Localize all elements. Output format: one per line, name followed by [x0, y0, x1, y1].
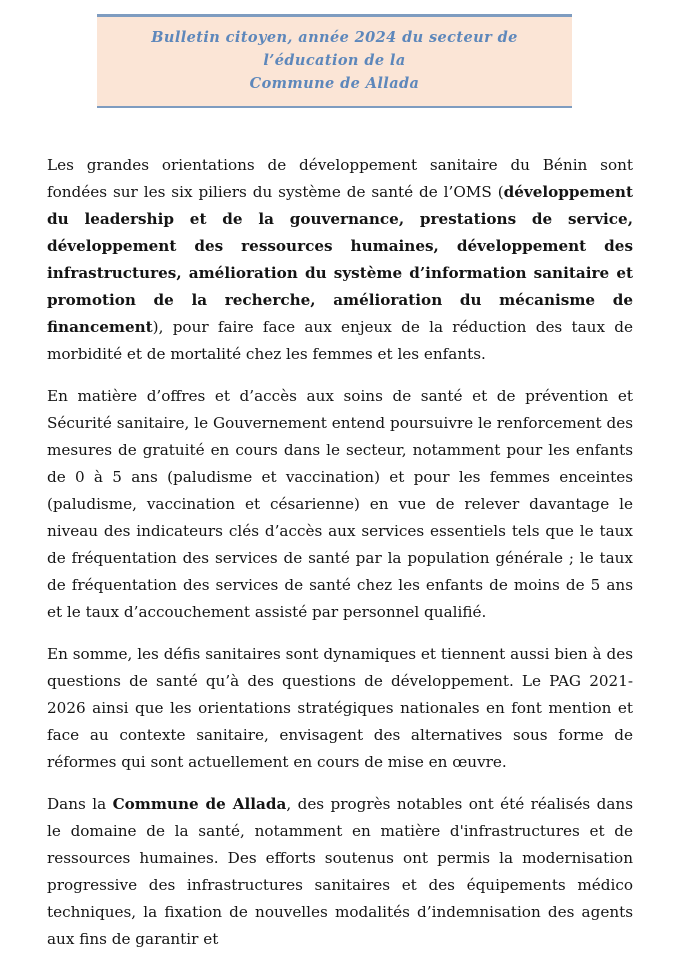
paragraph [47, 791, 633, 953]
paragraph-run-bold: Commune de Allada [112, 795, 287, 813]
title-banner [97, 14, 572, 108]
paragraph-run: Les grandes orientations de développement sanitaire du Bénin sont fondées sur les six piliers du système de santé de l’OMS ( [47, 156, 633, 201]
paragraph [47, 383, 633, 626]
paragraph-run-bold: développement du leadership et de la gouvernance, prestations de service, développement des ressources humaines, développement des infrastructures, amélioration du système d’information sanitaire et promotion de la recherche, amélioration du mécanisme de financement [47, 183, 633, 336]
paragraph [47, 641, 633, 776]
paragraph-run: , des progrès notables ont été réalisés dans le domaine de la santé, notamment en matière d'infrastructures et de ressources humaines. Des efforts soutenus ont permis la modernisation progressive des infrastructures sanitaires et des équipements médico techniques, la fixation de nouvelles modalités d’indemnisation des agents aux fins de garantir et [47, 795, 634, 948]
paragraph-run: Dans la [47, 795, 113, 813]
paragraph [47, 152, 633, 368]
document-title-line-2: Commune de Allada [249, 75, 420, 92]
paragraph-run: En matière d’offres et d’accès aux soins de santé et de prévention et Sécurité sanitaire, le Gouvernement entend poursuivre le renforcement des mesures de gratuité en cours dans le secteur, notamment pour les enfants de 0 à 5 ans (paludisme et vaccination) et pour les femmes enceintes (paludisme, vaccination et césarienne) en vue de relever davantage le niveau des indicateurs clés d’accès aux services essentiels tels que le taux de fréquentation des services de santé par la population générale ; le taux de fréquentation des services de santé chez les enfants de moins de 5 ans et le taux d’accouchement assisté par personnel qualifié. [47, 387, 633, 621]
document-title [109, 26, 560, 95]
paragraph-run: En somme, les défis sanitaires sont dynamiques et tiennent aussi bien à des questions de santé qu’à des questions de développement. Le PAG 2021-2026 ainsi que les orientations stratégiques nationales en font mention et face au contexte sanitaire, envisagent des alternatives sous forme de réformes qui sont actuellement en cours de mise en œuvre. [47, 645, 633, 771]
document-body [47, 152, 633, 953]
paragraph-run: ), pour faire face aux enjeux de la réduction des taux de morbidité et de mortalité chez les femmes et les enfants. [47, 318, 633, 363]
document-title-line-1: Bulletin citoyen, année 2024 du secteur de l’éducation de la [151, 29, 518, 69]
document-page [0, 14, 683, 953]
